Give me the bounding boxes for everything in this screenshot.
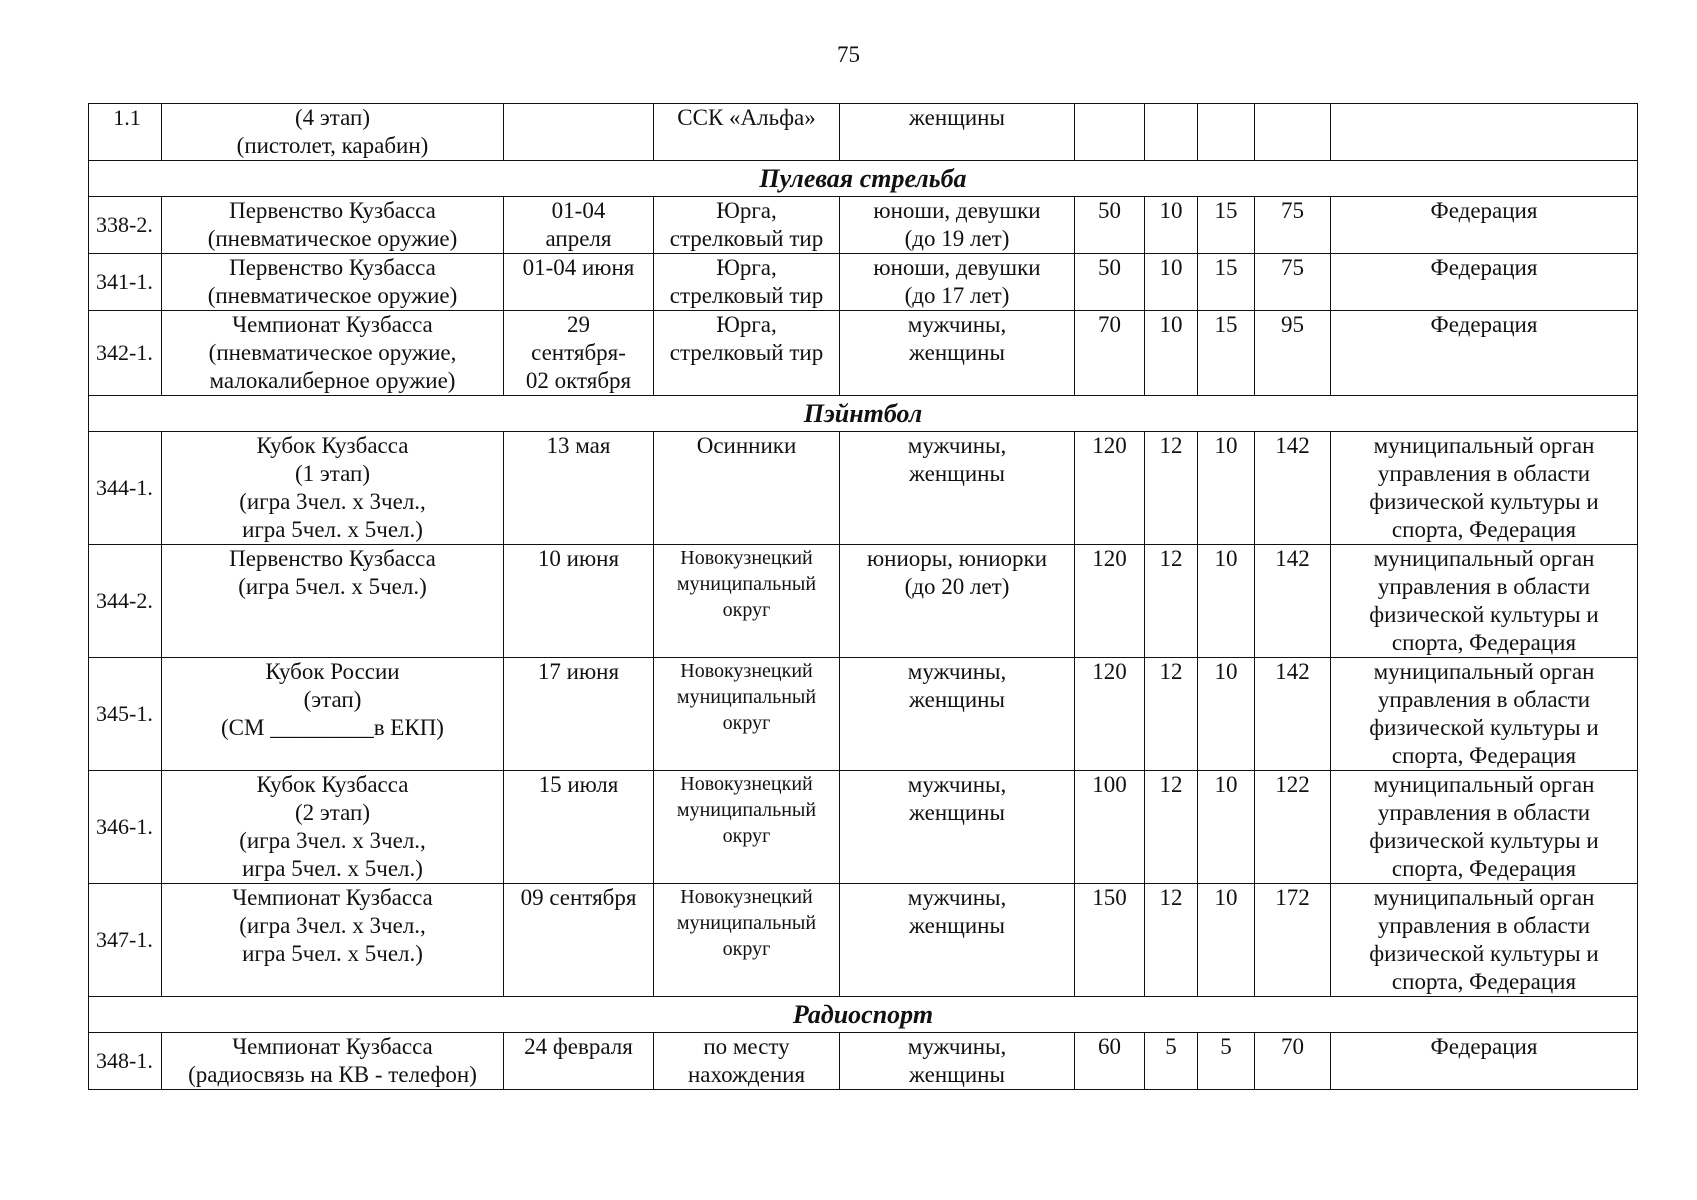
total-count: 142 [1255,658,1331,771]
event-name: Чемпионат Кузбасса (радиосвязь на КВ - телефон) [162,1033,504,1090]
event-place: Юрга, стрелковый тир [654,311,840,396]
total-count [1255,104,1331,161]
participants-count: 100 [1075,771,1145,884]
event-dates [504,104,654,161]
staff-count: 15 [1198,311,1255,396]
staff-count: 10 [1198,771,1255,884]
participants-count: 120 [1075,545,1145,658]
event-participants: мужчины, женщины [840,771,1075,884]
event-name: (4 этап) (пистолет, карабин) [162,104,504,161]
judges-count: 10 [1145,311,1198,396]
table-row [89,432,1638,545]
staff-count: 10 [1198,545,1255,658]
total-count: 75 [1255,197,1331,254]
judges-count: 12 [1145,884,1198,997]
event-participants: мужчины, женщины [840,884,1075,997]
event-name: Первенство Кузбасса (игра 5чел. х 5чел.) [162,545,504,658]
row-number: 344-1. [89,432,162,545]
total-count: 172 [1255,884,1331,997]
event-participants: юноши, девушки (до 17 лет) [840,254,1075,311]
staff-count: 10 [1198,432,1255,545]
organizer: муниципальный орган управления в области физической культуры и спорта, Федерация [1331,771,1638,884]
judges-count: 10 [1145,254,1198,311]
table-row [89,197,1638,254]
staff-count: 5 [1198,1033,1255,1090]
event-dates: 09 сентября [504,884,654,997]
event-place: Юрга, стрелковый тир [654,197,840,254]
table-row [89,104,1638,161]
row-number: 1.1 [89,104,162,161]
judges-count: 12 [1145,432,1198,545]
row-number: 346-1. [89,771,162,884]
row-number: 338-2. [89,197,162,254]
total-count: 142 [1255,545,1331,658]
event-name: Кубок Кузбасса (1 этап) (игра 3чел. х 3чел., игра 5чел. х 5чел.) [162,432,504,545]
judges-count: 5 [1145,1033,1198,1090]
event-place: по месту нахождения [654,1033,840,1090]
row-number: 345-1. [89,658,162,771]
event-dates: 01-04 апреля [504,197,654,254]
judges-count: 12 [1145,658,1198,771]
event-name: Первенство Кузбасса (пневматическое оружие) [162,254,504,311]
total-count: 95 [1255,311,1331,396]
organizer [1331,104,1638,161]
table-row [89,884,1638,997]
total-count: 122 [1255,771,1331,884]
section-header [89,161,1638,197]
staff-count: 15 [1198,197,1255,254]
section-header [89,997,1638,1033]
event-dates: 13 мая [504,432,654,545]
organizer: муниципальный орган управления в области физической культуры и спорта, Федерация [1331,884,1638,997]
judges-count: 12 [1145,771,1198,884]
row-number: 348-1. [89,1033,162,1090]
event-place: Новокузнецкий муниципальный округ [654,545,840,658]
section-title: Радиоспорт [89,997,1638,1033]
event-place: Осинники [654,432,840,545]
participants-count: 60 [1075,1033,1145,1090]
event-dates: 17 июня [504,658,654,771]
event-participants: женщины [840,104,1075,161]
row-number: 344-2. [89,545,162,658]
participants-count [1075,104,1145,161]
event-name: Чемпионат Кузбасса (игра 3чел. х 3чел., игра 5чел. х 5чел.) [162,884,504,997]
event-participants: мужчины, женщины [840,658,1075,771]
table-row [89,1033,1638,1090]
event-dates: 10 июня [504,545,654,658]
participants-count: 120 [1075,432,1145,545]
staff-count: 10 [1198,884,1255,997]
organizer: муниципальный орган управления в области физической культуры и спорта, Федерация [1331,545,1638,658]
organizer: муниципальный орган управления в области физической культуры и спорта, Федерация [1331,658,1638,771]
participants-count: 50 [1075,197,1145,254]
organizer: Федерация [1331,197,1638,254]
staff-count: 10 [1198,658,1255,771]
event-place: Юрга, стрелковый тир [654,254,840,311]
event-participants: юниоры, юниорки (до 20 лет) [840,545,1075,658]
section-title: Пэйнтбол [89,396,1638,432]
table-row [89,254,1638,311]
event-place: Новокузнецкий муниципальный округ [654,658,840,771]
staff-count: 15 [1198,254,1255,311]
event-place: ССК «Альфа» [654,104,840,161]
total-count: 75 [1255,254,1331,311]
organizer: Федерация [1331,1033,1638,1090]
section-header [89,396,1638,432]
event-place: Новокузнецкий муниципальный округ [654,771,840,884]
event-place: Новокузнецкий муниципальный округ [654,884,840,997]
event-participants: мужчины, женщины [840,311,1075,396]
row-number: 347-1. [89,884,162,997]
table-row [89,311,1638,396]
row-number: 342-1. [89,311,162,396]
table-row [89,545,1638,658]
table-row [89,771,1638,884]
organizer: Федерация [1331,254,1638,311]
event-dates: 01-04 июня [504,254,654,311]
section-title: Пулевая стрельба [89,161,1638,197]
event-dates: 15 июля [504,771,654,884]
event-dates: 29 сентября- 02 октября [504,311,654,396]
events-table [88,103,1638,1090]
event-participants: юноши, девушки (до 19 лет) [840,197,1075,254]
event-participants: мужчины, женщины [840,432,1075,545]
staff-count [1198,104,1255,161]
event-participants: мужчины, женщины [840,1033,1075,1090]
event-name: Кубок России (этап) (СМ _________в ЕКП) [162,658,504,771]
total-count: 70 [1255,1033,1331,1090]
event-name: Чемпионат Кузбасса (пневматическое оружие, малокалиберное оружие) [162,311,504,396]
judges-count: 10 [1145,197,1198,254]
table-row [89,658,1638,771]
participants-count: 70 [1075,311,1145,396]
organizer: муниципальный орган управления в области физической культуры и спорта, Федерация [1331,432,1638,545]
organizer: Федерация [1331,311,1638,396]
judges-count [1145,104,1198,161]
participants-count: 150 [1075,884,1145,997]
event-name: Первенство Кузбасса (пневматическое оружие) [162,197,504,254]
total-count: 142 [1255,432,1331,545]
participants-count: 50 [1075,254,1145,311]
row-number: 341-1. [89,254,162,311]
page-number: 75 [837,42,860,67]
judges-count: 12 [1145,545,1198,658]
sections-body [89,161,1638,1090]
participants-count: 120 [1075,658,1145,771]
event-name: Кубок Кузбасса (2 этап) (игра 3чел. х 3чел., игра 5чел. х 5чел.) [162,771,504,884]
event-dates: 24 февраля [504,1033,654,1090]
